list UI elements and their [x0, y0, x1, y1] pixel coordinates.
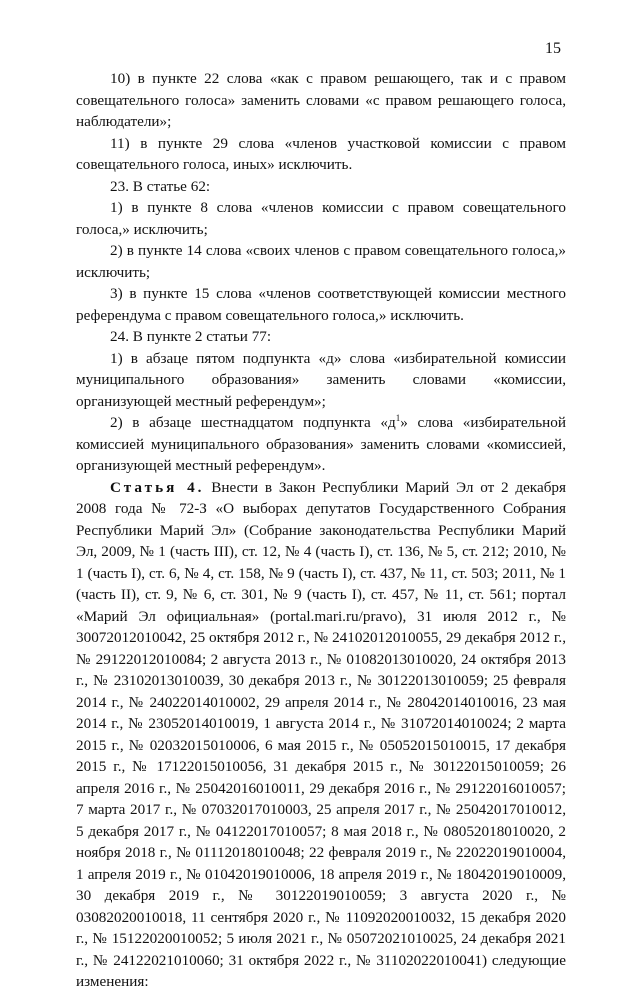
paragraph-section-24: 24. В пункте 2 статьи 77:	[110, 328, 272, 345]
article-4	[76, 477, 566, 993]
article-text: Внести в Закон Республики Марий Эл от 2 декабря 2008 года № 72-З «О выборах депутатов Государственного Собрания Республики Марий Эл» (Собрание законодательства Республики Марий Эл, 2009, № 1 (часть III), ст. 12, № 4 (часть I), ст. 136, № 5, ст. 212; 2010, № 1 (часть I), ст. 6, № 4, ст. 158, № 9 (часть I), ст. 437, № 11, ст. 503; 2011, № 1 (часть II), ст. 9, № 6, ст. 301, № 9 (часть I), ст. 457, № 11, ст. 561; портал «Марий Эл официальная» (portal.mari.ru/pravo), 31 июля 2012 г., № 30072012010042, 25 октября 2012 г., № 24102012010055, 29 декабря 2012 г., № 29122012010084; 2 августа 2013 г., № 01082013010020, 24 октября 2013 г., № 23102013010039, 30 декабря 2013 г., № 30122013010059; 25 февраля 2014 г., № 24022014010002, 29 апреля 2014 г., № 28042014010016, 23 мая 2014 г., № 23052014010019, 1 августа 2014 г., № 31072014010024; 2 марта 2015 г., № 02032015010006, 6 мая 2015 г., № 05052015010015, 17 декабря 2015 г., № 17122015010056, 31 декабря 2015 г., № 30122015010059; 26 апреля 2016 г., № 25042016010011, 29 декабря 2016 г., № 29122016010057; 7 марта 2017 г., № 07032017010003, 25 апреля 2017 г., № 25042017010012, 5 декабря 2017 г., № 04122017010057; 8 мая 2018 г., № 08052018010020, 2 ноября 2018 г., № 01112018010048; 22 февраля 2019 г., № 22022019010004, 1 апреля 2019 г., № 01042019010006, 18 апреля 2019 г., № 18042019010009, 30 декабря 2019 г., № 30122019010059; 3 августа 2020 г., № 03082020010018, 11 сентября 2020 г., № 11092020010032, 15 декабря 2020 г., № 15122020010052; 5 июля 2021 г., № 05072021010025, 24 декабря 2021 г., № 24122021010060; 31 октября 2022 г., № 31102022010041) следующие изменения:	[76, 478, 567, 990]
paragraph-23-item-2: 2) в пункте 14 слова «своих членов с правом совещательного голоса,» исключить;	[76, 242, 566, 281]
paragraph-24-item-2-start: 2) в абзаце шестнадцатом подпункта «д	[110, 414, 396, 431]
article-heading: Статья 4.	[110, 478, 205, 496]
paragraph-24-item-2	[76, 412, 566, 477]
paragraph-section-23: 23. В статье 62:	[110, 177, 211, 195]
paragraph-item-10: 10) в пункте 22 слова «как с правом решающего, так и с правом совещательного голоса» заменить словами «с правом решающего голоса, наблюдатели»;	[76, 70, 566, 130]
paragraph-23-item-1: 1) в пункте 8 слова «членов комиссии с правом совещательного голоса,» исключить;	[76, 199, 566, 238]
paragraph-item-11: 11) в пункте 29 слова «членов участковой комиссии с правом совещательного голоса, иных» исключить.	[76, 134, 566, 173]
paragraph-24-item-2-end: » слова «избирательной комиссией муниципального образования» заменить словами «комиссией, организующей местный референдум».	[76, 414, 566, 474]
document-body	[76, 68, 566, 993]
superscript-index: 1	[395, 412, 401, 423]
paragraph-23-item-3: 3) в пункте 15 слова «членов соответствующей комиссии местного референдума с правом совещательного голоса,» исключить.	[76, 285, 566, 324]
page-number: 15	[545, 40, 561, 57]
paragraph-24-item-1: 1) в абзаце пятом подпункта «д» слова «избирательной комиссии муниципального образования» заменить словами «комиссии, организующей местный референдум»;	[76, 349, 566, 410]
